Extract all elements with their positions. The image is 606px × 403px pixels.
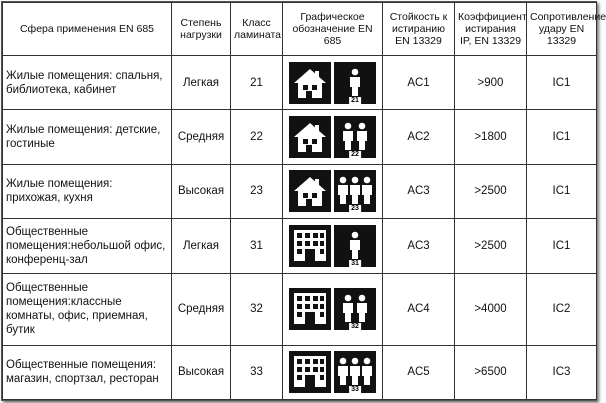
cell-load: Средняя (172, 273, 231, 345)
header-area: Сфера применения EN 685 (3, 3, 172, 56)
house-icon (289, 116, 331, 158)
house-icon (289, 62, 331, 104)
cell-area: Общественные помещения:классные комнаты, офис, приемная, бутик (3, 273, 172, 345)
cell-impact: IC1 (527, 110, 597, 164)
cell-impact: IC1 (527, 164, 597, 218)
cell-ip: >4000 (455, 273, 527, 345)
cell-load: Легкая (172, 219, 231, 273)
header-symbol: Графическое обозначение EN 685 (283, 3, 383, 56)
cell-impact: IC2 (527, 273, 597, 345)
cell-abrasion: AC5 (383, 345, 455, 399)
symbol-class-number: 31 (351, 259, 359, 267)
header-impact: Сопротивление удару EN 13329 (527, 3, 597, 56)
cell-symbol (283, 345, 383, 399)
house-icon (289, 170, 331, 212)
symbol-group (289, 116, 376, 158)
cell-symbol (283, 273, 383, 345)
laminate-class-table (2, 2, 606, 400)
cell-class: 21 (231, 56, 283, 110)
symbol-group (289, 225, 376, 267)
cell-symbol (283, 56, 383, 110)
three-people-icon (334, 170, 376, 212)
cell-area: Жилые помещения: прихожая, кухня (3, 164, 172, 218)
table-row (3, 219, 597, 273)
cell-abrasion: AC1 (383, 56, 455, 110)
table-row (3, 56, 597, 110)
cell-abrasion: AC4 (383, 273, 455, 345)
cell-abrasion: AC3 (383, 219, 455, 273)
cell-symbol (283, 219, 383, 273)
symbol-group (289, 170, 376, 212)
table-row (3, 345, 597, 399)
cell-ip: >1800 (455, 110, 527, 164)
cell-ip: >2500 (455, 219, 527, 273)
cell-class: 22 (231, 110, 283, 164)
one-person-icon (334, 225, 376, 267)
cell-ip: >900 (455, 56, 527, 110)
cell-impact: IC1 (527, 219, 597, 273)
cell-impact: IC1 (527, 56, 597, 110)
table-row (3, 273, 597, 345)
cell-abrasion: AC2 (383, 110, 455, 164)
cell-class: 31 (231, 219, 283, 273)
symbol-class-number: 23 (351, 205, 359, 213)
cell-class: 23 (231, 164, 283, 218)
two-people-icon (334, 288, 376, 330)
table-row (3, 110, 597, 164)
cell-area: Жилые помещения: детские, гостиные (3, 110, 172, 164)
cell-area: Общественные помещения:небольшой офис, конференц-зал (3, 219, 172, 273)
symbol-group (289, 288, 376, 330)
cell-abrasion: AC3 (383, 164, 455, 218)
cell-symbol (283, 164, 383, 218)
office-building-icon (289, 288, 331, 330)
header-class: Класс ламината (231, 3, 283, 56)
symbol-group (289, 62, 376, 104)
header-ip: Коэффициент истирания IP, EN 13329 (455, 3, 527, 56)
header-load: Степень нагрузки (172, 3, 231, 56)
header-abrasion: Стойкость к истиранию EN 13329 (383, 3, 455, 56)
laminate-class-table-frame (1, 1, 606, 401)
cell-ip: >2500 (455, 164, 527, 218)
three-people-icon (334, 351, 376, 393)
cell-load: Высокая (172, 345, 231, 399)
cell-ip: >6500 (455, 345, 527, 399)
symbol-class-number: 21 (351, 96, 359, 104)
office-building-icon (289, 351, 331, 393)
cell-impact: IC3 (527, 345, 597, 399)
symbol-class-number: 33 (351, 386, 359, 394)
cell-load: Средняя (172, 110, 231, 164)
two-people-icon (334, 116, 376, 158)
header-row (3, 3, 597, 56)
cell-class: 33 (231, 345, 283, 399)
cell-class: 32 (231, 273, 283, 345)
cell-load: Высокая (172, 164, 231, 218)
cell-symbol (283, 110, 383, 164)
table-row (3, 164, 597, 218)
office-building-icon (289, 225, 331, 267)
symbol-class-number: 32 (351, 323, 359, 331)
cell-load: Легкая (172, 56, 231, 110)
cell-area: Жилые помещения: спальня, библиотека, кабинет (3, 56, 172, 110)
cell-area: Общественные помещения: магазин, спортзал, ресторан (3, 345, 172, 399)
one-person-icon (334, 62, 376, 104)
symbol-class-number: 22 (351, 151, 359, 159)
symbol-group (289, 351, 376, 393)
